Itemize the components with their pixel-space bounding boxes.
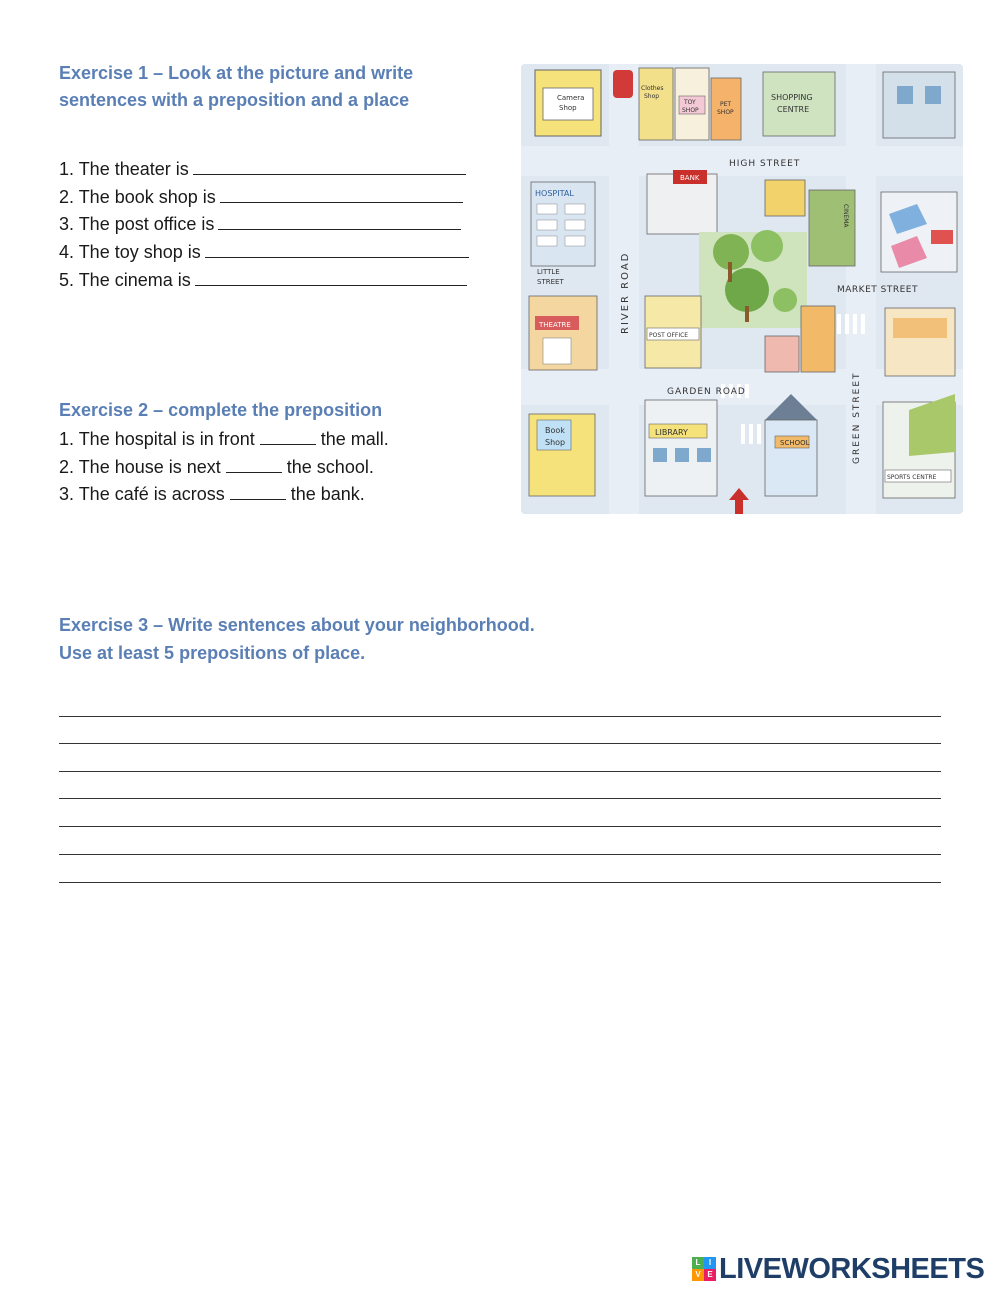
liveworksheets-logo-icon — [692, 1257, 716, 1281]
exercise2-item-1 — [59, 426, 389, 451]
writing-line-3[interactable] — [59, 771, 941, 772]
exercise1-item-2-text: 2. The book shop is — [59, 187, 216, 207]
liveworksheets-wordmark: LIVEWORKSHEETS — [719, 1252, 985, 1285]
map-label-post-office: POST OFFICE — [649, 332, 689, 339]
map-label-bank: BANK — [680, 174, 700, 182]
exercise1-item-5 — [59, 267, 467, 292]
map-label-clothes-shop-2: Shop — [644, 93, 660, 100]
exercise2-item-1-after: the mall. — [320, 429, 389, 449]
map-label-book-shop-2: Shop — [545, 438, 566, 447]
exercise3-title-line1: Exercise 3 – Write sentences about your neighborhood. — [59, 615, 535, 635]
exercise2-item-1-before: 1. The hospital is in front — [59, 429, 255, 449]
writing-line-7[interactable] — [59, 882, 941, 883]
answer-blank-3[interactable] — [218, 211, 461, 230]
map-label-theatre: THEATRE — [539, 321, 571, 329]
map-street-river: RIVER ROAD — [620, 251, 631, 334]
map-label-school: SCHOOL — [780, 439, 810, 447]
map-label-toy-shop-1: TOY — [684, 99, 696, 106]
exercise1-item-4 — [59, 239, 469, 264]
exercise1-item-1-text: 1. The theater is — [59, 159, 189, 179]
exercise1-item-4-text: 4. The toy shop is — [59, 242, 201, 262]
exercise1-item-1 — [59, 156, 466, 181]
exercise1-title-line2: sentences with a preposition and a place — [59, 90, 410, 110]
map-label-cinema: CINEMA — [842, 204, 849, 228]
map-label-book-shop-1: Book — [545, 426, 565, 435]
writing-line-1[interactable] — [59, 716, 941, 717]
exercise2-item-3-before: 3. The café is across — [59, 484, 225, 504]
map-label-pet-shop-1: PET — [720, 101, 732, 108]
exercise2-item-3-after: the bank. — [290, 484, 365, 504]
answer-blank-4[interactable] — [205, 239, 469, 258]
map-street-garden: GARDEN ROAD — [667, 387, 746, 397]
map-street-green: GREEN STREET — [852, 371, 862, 464]
map-label-library: LIBRARY — [655, 428, 688, 437]
map-label-camera-shop-2: Shop — [559, 104, 577, 112]
preposition-blank-1[interactable] — [260, 426, 316, 445]
exercise3-title-line2: Use at least 5 prepositions of place. — [59, 643, 366, 663]
map-street-high: HIGH STREET — [729, 159, 801, 169]
writing-line-5[interactable] — [59, 826, 941, 827]
map-label-toy-shop-2: SHOP — [682, 107, 699, 114]
answer-blank-1[interactable] — [193, 156, 466, 175]
preposition-blank-2[interactable] — [226, 454, 282, 473]
map-label-sports-centre: SPORTS CENTRE — [887, 474, 937, 481]
liveworksheets-logo — [692, 1253, 984, 1285]
exercise1-item-2 — [59, 184, 463, 209]
exercise2-item-2-before: 2. The house is next — [59, 457, 221, 477]
map-label-pet-shop-2: SHOP — [717, 109, 734, 116]
preposition-blank-3[interactable] — [230, 481, 286, 500]
exercise2-item-2-after: the school. — [286, 457, 374, 477]
map-street-little-1: LITTLE — [537, 268, 560, 276]
logo-letter-v: V — [692, 1269, 704, 1281]
map-label-camera-shop-1: Camera — [557, 94, 585, 102]
logo-letter-i: I — [704, 1257, 716, 1269]
exercise1-item-5-text: 5. The cinema is — [59, 270, 191, 290]
logo-letter-e: E — [704, 1269, 716, 1281]
map-label-clothes-shop-1: Clothes — [641, 85, 664, 92]
town-map-illustration — [521, 64, 963, 514]
answer-blank-5[interactable] — [195, 267, 467, 286]
exercise1-item-3-text: 3. The post office is — [59, 214, 215, 234]
exercise2-item-2 — [59, 454, 374, 479]
map-label-shopping-centre-1: SHOPPING — [771, 93, 813, 102]
exercise2-item-3 — [59, 481, 365, 506]
writing-line-4[interactable] — [59, 798, 941, 799]
map-label-shopping-centre-2: CENTRE — [777, 105, 810, 114]
exercise2-title: Exercise 2 – complete the preposition — [59, 400, 383, 420]
writing-line-6[interactable] — [59, 854, 941, 855]
exercise1-title-line1: Exercise 1 – Look at the picture and write — [59, 63, 414, 83]
map-street-little-2: STREET — [537, 278, 564, 286]
map-street-market: MARKET STREET — [837, 285, 918, 295]
map-label-hospital: HOSPITAL — [535, 189, 574, 198]
exercise1-item-3 — [59, 211, 461, 236]
logo-letter-l: L — [692, 1257, 704, 1269]
writing-line-2[interactable] — [59, 743, 941, 744]
answer-blank-2[interactable] — [220, 184, 463, 203]
